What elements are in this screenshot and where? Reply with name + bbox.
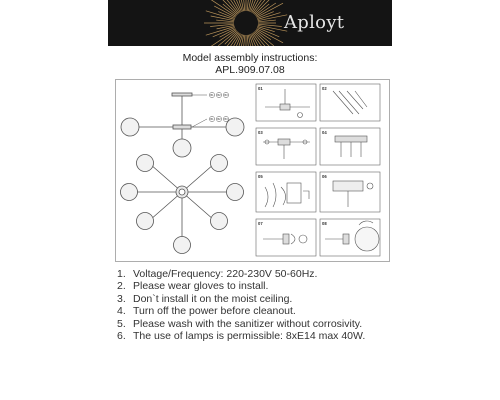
step-02-drawing — [333, 91, 367, 114]
step-label-02: 02 — [322, 86, 327, 91]
sunburst-logo — [108, 0, 392, 46]
step-05-drawing — [265, 183, 309, 207]
step-label-01: 01 — [258, 86, 263, 91]
model-number: APL.909.07.08 — [215, 64, 285, 76]
step-04-drawing — [335, 136, 367, 157]
instruction-list — [117, 268, 365, 342]
instruction-item: 1. Voltage/Frequency: 220-230V 50-60Hz. — [117, 268, 318, 280]
diagram-panel — [115, 79, 390, 262]
brand-header — [108, 0, 392, 46]
instruction-item: 2. Please wear gloves to install. — [117, 280, 269, 293]
assembly-diagram — [115, 79, 390, 262]
brand-name: Aployt — [284, 12, 345, 33]
callout-mid-3: B3 — [224, 117, 228, 121]
step-label-03: 03 — [258, 130, 263, 135]
side-view — [121, 93, 244, 157]
sunburst-center — [235, 12, 257, 34]
callout-top-2: B2 — [217, 93, 221, 97]
callouts — [192, 92, 229, 127]
callout-mid-2: B2 — [217, 117, 221, 121]
step-label-06: 06 — [322, 174, 327, 179]
top-view — [121, 155, 244, 254]
step-01-drawing — [265, 89, 310, 118]
callout-top-1: B1 — [210, 93, 214, 97]
instruction-item: 6. The use of lamps is permissible: 8xE14 max 40W. — [117, 330, 366, 343]
callout-top-3: B3 — [224, 93, 228, 97]
step-label-07: 07 — [258, 221, 263, 226]
step-08-drawing — [325, 221, 379, 251]
step-06-drawing — [333, 181, 373, 207]
instruction-item: 4. Turn off the power before cleanout. — [117, 305, 296, 318]
step-07-drawing — [263, 234, 307, 244]
instruction-item: 3. Don`t install it on the moist ceiling. — [117, 292, 293, 305]
step-label-08: 08 — [322, 221, 327, 226]
instruction-item: 5. Please wash with the sanitizer without corrosivity. — [117, 317, 363, 330]
step-03-drawing — [263, 139, 310, 159]
callout-mid-1: B1 — [210, 117, 214, 121]
step-label-05: 05 — [258, 174, 263, 179]
doc-title: Model assembly instructions: — [182, 52, 318, 64]
step-label-04: 04 — [322, 130, 327, 135]
